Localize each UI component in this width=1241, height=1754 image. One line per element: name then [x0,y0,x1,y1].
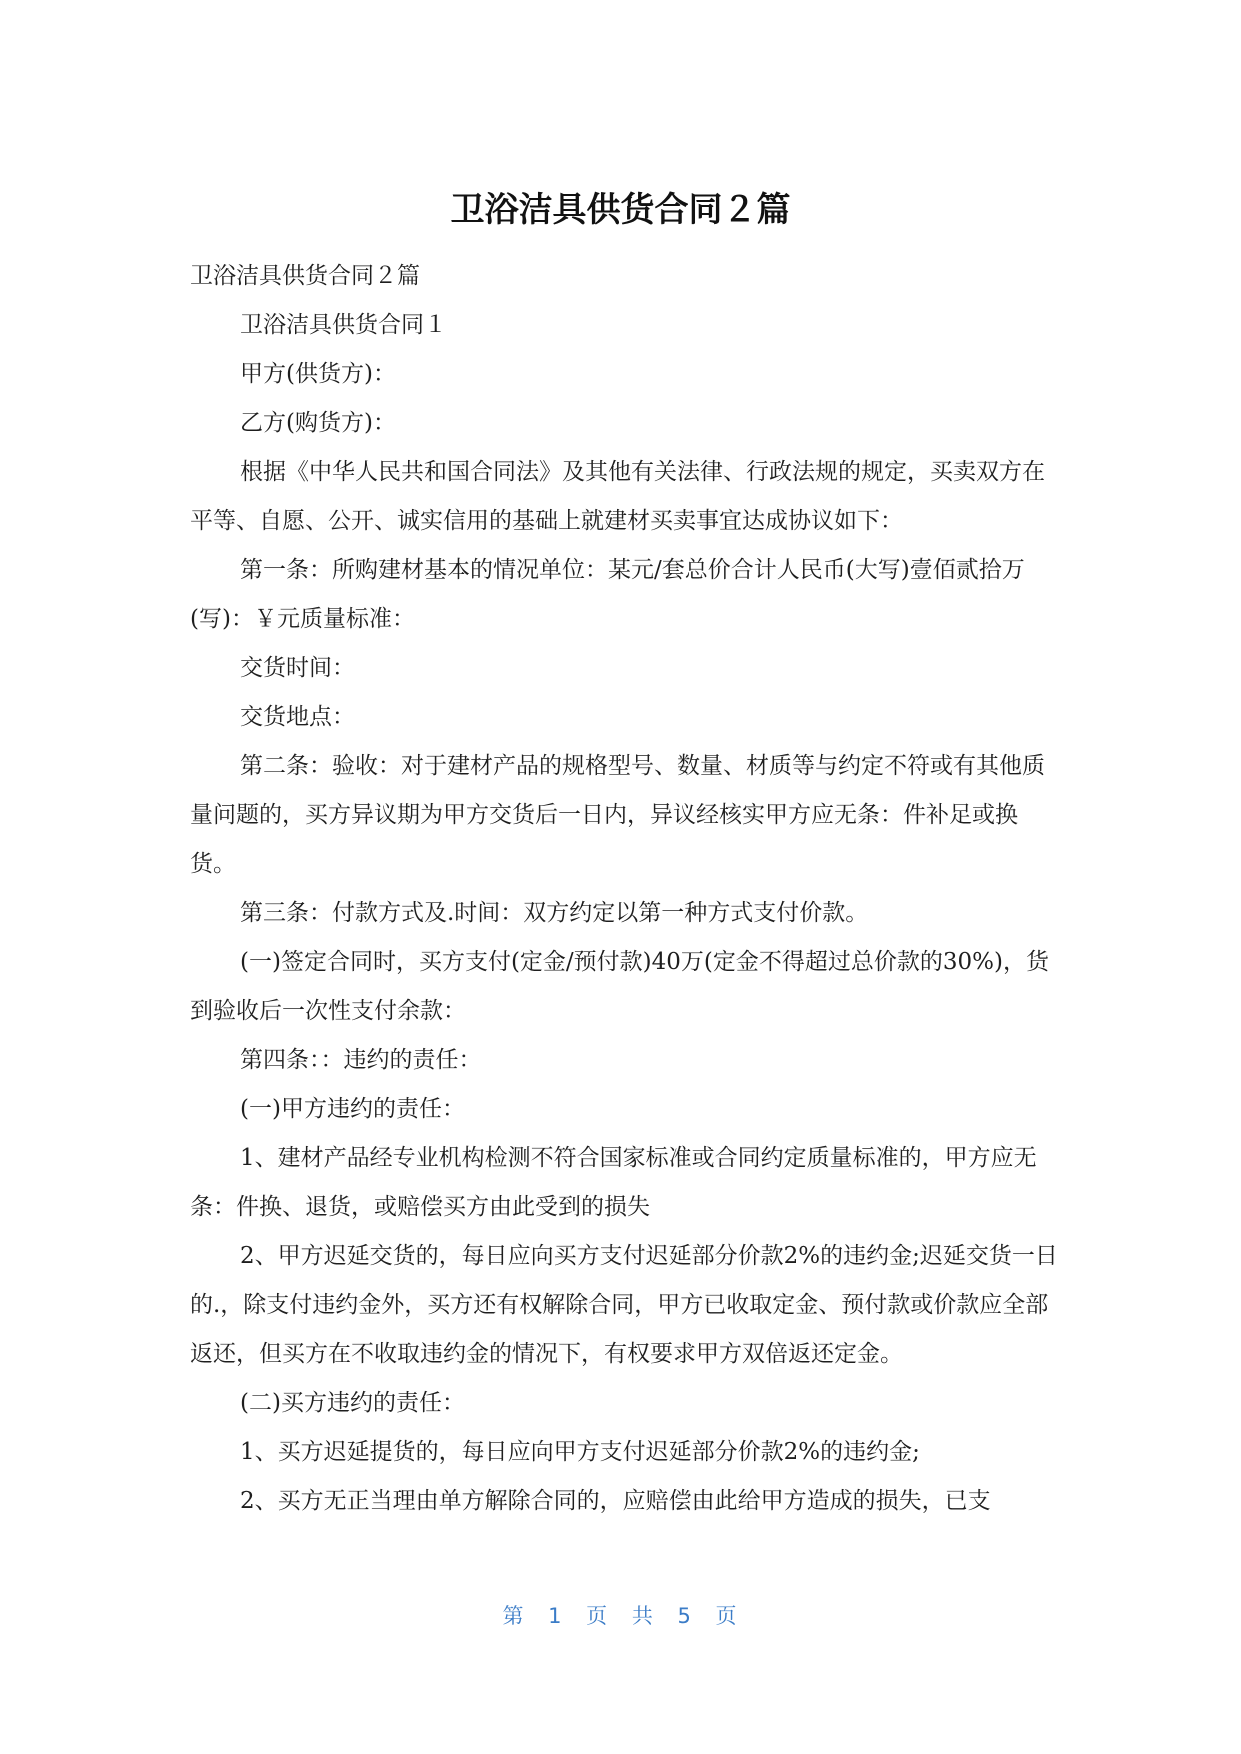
paragraph: 根据《中华人民共和国合同法》及其他有关法律、行政法规的规定，买卖双方在平等、自愿、公开、诚实信用的基础上就建材买卖事宜达成协议如下： [190,459,1045,534]
paragraph: 第三条：付款方式及.时间：双方约定以第一种方式支付价款。 [240,900,869,926]
paragraph: 1、买方迟延提货的，每日应向甲方支付迟延部分价款2%的违约金; [240,1439,920,1465]
paragraph: 2、甲方迟延交货的，每日应向买方支付迟延部分价款2%的违约金;迟延交货一日的.，除支付违约金外，买方还有权解除合同，甲方已收取定金、预付款或价款应全部返还，但买方在不收取违约金的情况下，有权要求甲方双倍返还定金。 [190,1243,1058,1367]
paragraph: 交货时间： [240,655,355,681]
paragraph: (一)甲方违约的责任： [240,1096,465,1122]
paragraph: 甲方(供货方)： [240,361,396,387]
paragraph: 交货地点： [240,704,355,730]
paragraph: 第四条：：违约的责任： [240,1047,482,1073]
paragraph: (二)买方违约的责任： [240,1390,465,1416]
paragraph: (一)签定合同时，买方支付(定金/预付款)40万(定金不得超过总价款的30%)，货到验收后一次性支付余款： [190,949,1049,1024]
page-number-footer: 第 1 页 共 5 页 [502,1604,739,1628]
document-title: 卫浴洁具供货合同２篇 [450,190,791,230]
paragraph: 卫浴洁具供货合同２篇 [190,263,420,289]
paragraph: 第一条：所购建材基本的情况单位：某元/套总价合计人民币(大写)壹佰贰拾万(写)：￥元质量标准： [190,557,1025,632]
paragraph: 乙方(购货方)： [240,410,396,436]
document-body [190,252,1058,1526]
paragraph: 1、建材产品经专业机构检测不符合国家标准或合同约定质量标准的，甲方应无条：件换、退货，或赔偿买方由此受到的损失 [190,1145,1037,1220]
paragraph: 第二条：验收：对于建材产品的规格型号、数量、材质等与约定不符或有其他质量问题的，买方异议期为甲方交货后一日内，异议经核实甲方应无条：件补足或换货。 [190,753,1045,877]
paragraph: 卫浴洁具供货合同１ [240,312,447,338]
paragraph: 2、买方无正当理由单方解除合同的，应赔偿由此给甲方造成的损失，已支 [240,1488,991,1514]
